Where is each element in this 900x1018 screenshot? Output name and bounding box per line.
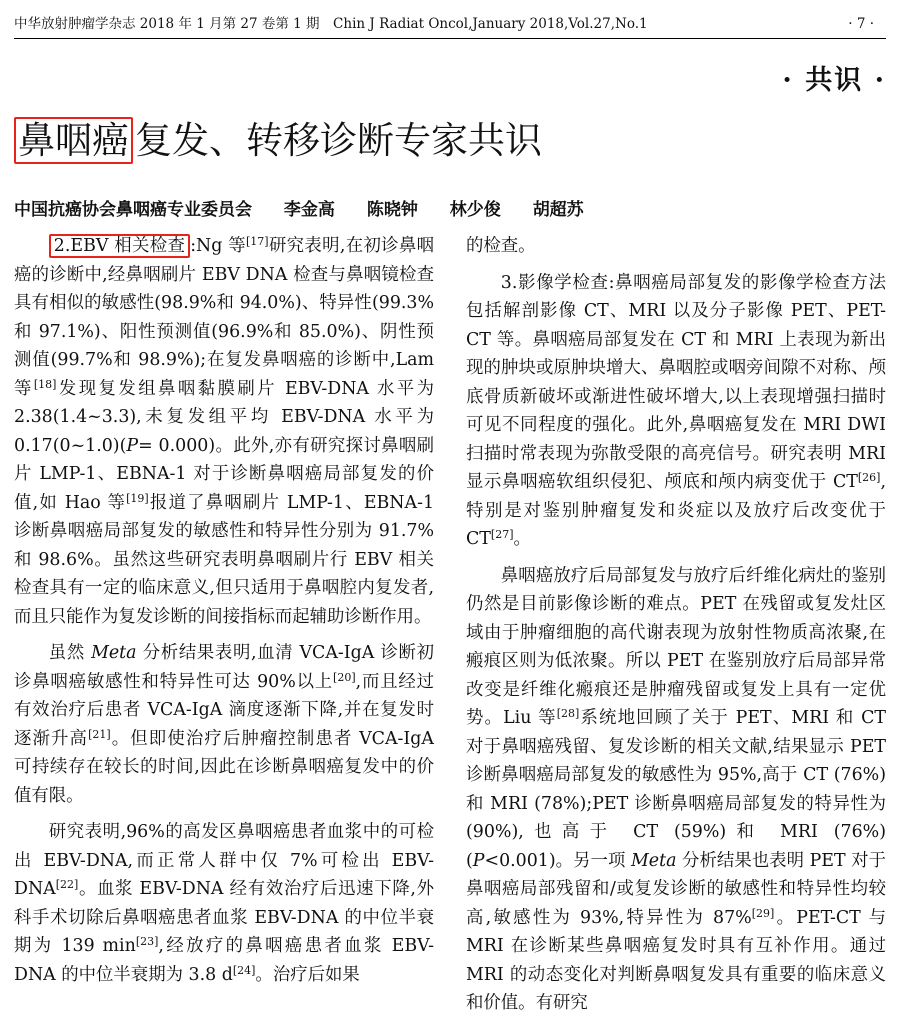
- author-3: 林少俊: [449, 200, 501, 220]
- ref-24: [24]: [232, 963, 256, 977]
- running-head: [14, 14, 886, 34]
- author-org: 中国抗癌协会鼻咽癌专业委员会: [14, 200, 252, 220]
- ref-21: [21]: [88, 727, 111, 741]
- ref-20: [20]: [333, 670, 356, 684]
- page-number: · 7 ·: [848, 16, 874, 32]
- paragraph-ebv: 2.EBV 相关检查 :Ng 等[17]研究表明,在初诊鼻咽癌的诊断中,经鼻咽刷片 EBV DNA 检查与鼻咽镜检查具有相似的敏感性(98.9%和 94.0%)、特异性(99.3%和 97.1%)、阳性预测值(96.9%和 85.0%)、阴性预测值(99.7%和 98.9%);在复发鼻咽癌的诊断中,Lam 等[18]发现复发组鼻咽黏膜刷片 EBV-DNA 水平为 2.38(1.4~3.3),未复发组平均 EBV-DNA 水平为 0.17(0~1.0)(P= 0.000)。此外,亦有研究探讨鼻咽刷片 LMP-1、EBNA-1 对于诊断鼻咽癌局部复发的价值,如 Hao 等[19]报道了鼻咽刷片 LMP-1、EBNA-1 诊断鼻咽癌局部复发的敏感性和特异性分别为 91.7%和 98.6%。虽然这些研究表明鼻咽刷片行 EBV 相关检查具有一定的临床意义,但只适用于鼻咽腔内复发者,而且只能作为复发诊断的间接指标而起辅助诊断作用。: [14, 235, 435, 627]
- ref-18: [18]: [33, 377, 57, 391]
- ref-22: [22]: [55, 878, 79, 891]
- right-column: [466, 232, 886, 1018]
- author-4: 胡超苏: [532, 200, 584, 220]
- section-heading-ebv: 2.EBV 相关检查: [49, 234, 190, 258]
- ref-28: [28]: [556, 707, 580, 720]
- author-line: [14, 198, 584, 222]
- author-2: 陈晓钟: [366, 200, 418, 220]
- ref-26: [26]: [857, 471, 881, 484]
- ref-29: [29]: [751, 906, 775, 920]
- ref-19: [19]: [126, 491, 149, 505]
- left-column: [14, 232, 434, 989]
- ref-17: [17]: [246, 235, 269, 248]
- article-title: [14, 114, 542, 168]
- section-tag: · 共识 ·: [782, 65, 886, 96]
- title-highlight-box: 鼻咽癌: [14, 117, 133, 164]
- author-1: 李金高: [283, 200, 335, 220]
- paragraph-vca-iga: 虽然 Meta 分析结果表明,血清 VCA-IgA 诊断初诊鼻咽癌敏感性和特异性可达 90%以上[20],而且经过有效治疗后患者 VCA-IgA 滴度逐渐下降,并在复发时逐渐升高[21]。但即使治疗后肿瘤控制患者 VCA-IgA 可持续存在较长的时间,因此在诊断鼻咽癌复发中的价值有限。: [14, 643, 435, 806]
- paragraph-continued: 的检查。: [466, 236, 536, 256]
- header-rule: [14, 38, 886, 39]
- ref-23: [23]: [135, 935, 159, 948]
- journal-citation: 中华放射肿瘤学杂志 2018 年 1 月第 27 卷第 1 期 Chin J Radiat Oncol,January 2018,Vol.27,No.1: [14, 16, 648, 32]
- paragraph-plasma-ebv-dna: 研究表明,96%的高发区鼻咽癌患者血浆中的可检出 EBV-DNA,而正常人群中仅 7%可检出 EBV-DNA[22]。血浆 EBV-DNA 经有效治疗后迅速下降,外科手术切除后鼻咽癌患者血浆 EBV-DNA 的中位半衰期为 139 min[23],经放疗的鼻咽癌患者血浆 EBV-DNA 的中位半衰期为 3.8 d[24]。治疗后如果: [14, 822, 434, 985]
- ref-27: [27]: [490, 528, 514, 541]
- title-rest: 复发、转移诊断专家共识: [135, 119, 542, 162]
- paragraph-imaging: 3.影像学检查:鼻咽癌局部复发的影像学检查方法包括解剖影像 CT、MRI 以及分子影像 PET、PET-CT 等。鼻咽癌局部复发在 CT 和 MRI 上表现为新出现的肿块或原肿块增大、鼻咽腔或咽旁间隙不对称、颅底骨质新破坏或渐进性破坏增大,以上表现增强扫描时可见不同程度的强化。此外,鼻咽癌复发在 MRI DWI 扫描时常表现为弥散受限的高亮信号。研究表明 MRI 显示鼻咽癌软组织侵犯、颅底和颅内病变优于 CT[26],特别是对鉴别肿瘤复发和炎症以及放疗后改变优于 CT[27]。: [466, 272, 886, 549]
- paragraph-pet: 鼻咽癌放疗后局部复发与放疗后纤维化病灶的鉴别仍然是目前影像诊断的难点。PET 在残留或复发灶区域由于肿瘤细胞的高代谢表现为放射性物质高浓聚,在瘢痕区则为低浓聚。所以 PET 在鉴别放疗后局部异常改变是纤维化瘢痕还是肿瘤残留或复发上具有一定优势。Liu 等[28]系统地回顾了关于 PET、MRI 和 CT 对于鼻咽癌残留、复发诊断的相关文献,结果显示 PET 诊断鼻咽癌局部复发的敏感性为 95%,高于 CT (76%)和 MRI (78%);PET 诊断鼻咽癌局部复发的特异性为(90%),也高于 CT (59%)和 MRI (76%)(P<0.001)。另一项 Meta 分析结果也表明 PET 对于鼻咽癌局部残留和/或复发诊断的敏感性和特异性均较高,敏感性为 93%,特异性为 87%[29]。PET-CT 与 MRI 在诊断某些鼻咽癌复发时具有互补作用。通过 MRI 的动态变化对判断鼻咽复发具有重要的临床意义和价值。有研究: [466, 565, 887, 1013]
